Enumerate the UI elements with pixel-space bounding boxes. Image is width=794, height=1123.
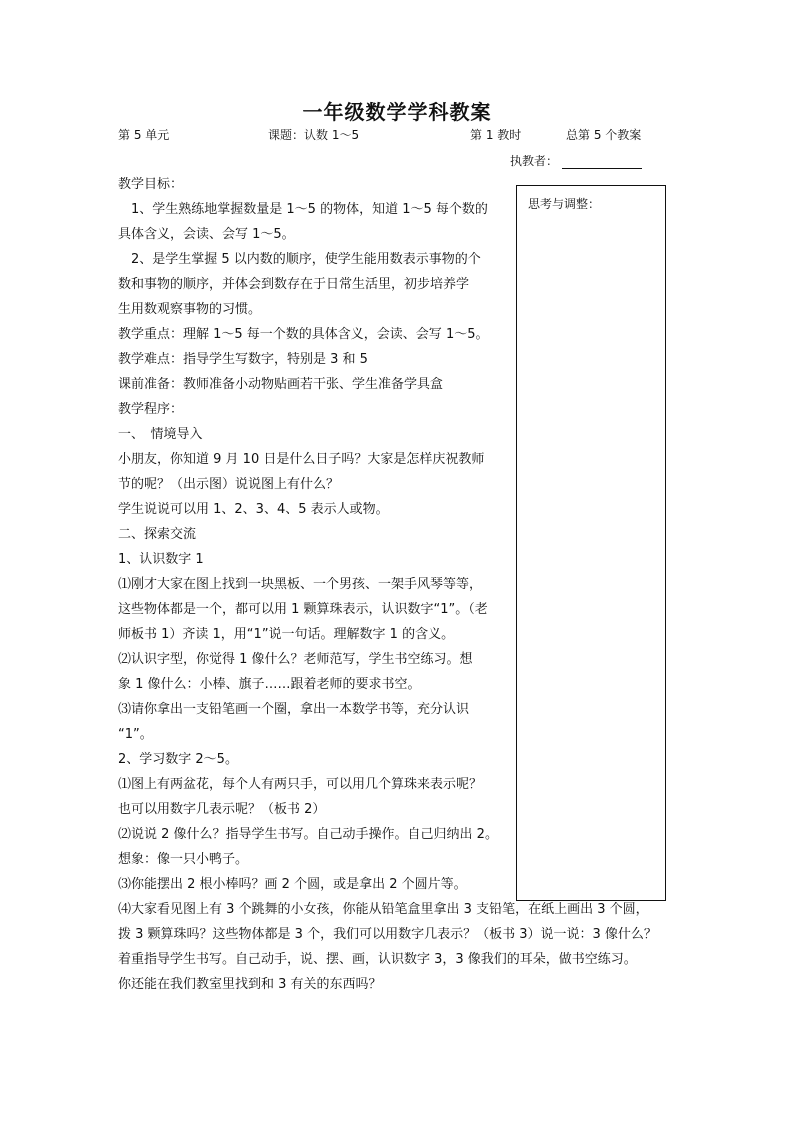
- body-line: 小朋友，你知道 9 月 10 日是什么日子吗？大家是怎样庆祝教师: [118, 452, 485, 467]
- body-line: 拨 3 颗算珠吗？这些物体都是 3 个，我们可以用数字几表示？（板书 3）说一说：3 像什么？: [118, 927, 657, 942]
- body-line: 1、学生熟练地掌握数量是 1～5 的物体，知道 1～5 每个数的: [118, 202, 488, 217]
- body-line: 教学目标：: [118, 177, 184, 192]
- body-line: 一、 情境导入: [118, 427, 203, 442]
- body-line: 也可以用数字几表示呢？（板书 2）: [118, 802, 326, 817]
- body-line: 这些物体都是一个，都可以用 1 颗算珠表示，认识数字“1”。（老: [118, 602, 488, 617]
- body-line: 象 1 像什么：小棒、旗子……跟着老师的要求书空。: [118, 677, 421, 692]
- body-line: 二、探索交流: [118, 527, 197, 542]
- body-line: 2、学习数字 2～5。: [118, 752, 238, 767]
- page-title: 一年级数学学科教案: [302, 100, 492, 124]
- body-line: 你还能在我们教室里找到和 3 有关的东西吗？: [118, 977, 382, 992]
- body-line: 师板书 1）齐读 1，用“1”说一句话。理解数字 1 的含义。: [118, 627, 455, 642]
- body-line: 教学重点：理解 1～5 每一个数的具体含义，会读、会写 1～5。: [118, 327, 489, 342]
- body-line: “1”。: [118, 727, 153, 742]
- body-line: 学生说说可以用 1、2、3、4、5 表示人或物。: [118, 502, 389, 517]
- body-line: 生用数观察事物的习惯。: [118, 302, 262, 317]
- teacher-label: 执教者：: [510, 154, 559, 168]
- teacher-field: [510, 152, 642, 169]
- body-line: 数和事物的顺序，并体会到数存在于日常生活里，初步培养学: [118, 277, 470, 292]
- body-line: 2、是学生掌握 5 以内数的顺序，使学生能用数表示事物的个: [118, 252, 481, 267]
- reflection-title: 思考与调整：: [528, 197, 601, 211]
- unit-label: 第 5 单元: [118, 128, 170, 142]
- body-line: 具体含义，会读、会写 1～5。: [118, 227, 295, 242]
- body-line: ⑴刚才大家在图上找到一块黑板、一个男孩、一架手风琴等等，: [118, 577, 483, 592]
- body-line: ⑵认识字型，你觉得 1 像什么？老师范写，学生书空练习。想: [118, 652, 473, 667]
- body-line: 着重指导学生书写。自己动手，说、摆、画，认识数字 3，3 像我们的耳朵，做书空练习。: [118, 952, 637, 967]
- body-line: 教学难点：指导学生写数字，特别是 3 和 5: [118, 352, 368, 367]
- body-line: ⑵说说 2 像什么？指导学生书写。自己动手操作。自己归纳出 2。: [118, 827, 498, 842]
- body-line: 课前准备：教师准备小动物贴画若干张、学生准备学具盒: [118, 377, 444, 392]
- teacher-blank-line[interactable]: [562, 154, 642, 169]
- body-line: ⑶请你拿出一支铅笔画一个圈，拿出一本数学书等，充分认识: [118, 702, 470, 717]
- body-line: 教学程序：: [118, 402, 184, 417]
- body-line: ⑶你能摆出 2 根小棒吗？画 2 个圆，或是拿出 2 个圆片等。: [118, 877, 467, 892]
- topic-label: 课题：认数 1～5: [268, 128, 360, 142]
- body-line: 1、认识数字 1: [118, 552, 204, 567]
- body-line: ⑴图上有两盆花，每个人有两只手，可以用几个算珠来表示呢？: [118, 777, 483, 792]
- period-label: 第 1 教时: [470, 128, 522, 142]
- total-lesson-label: 总第 5 个教案: [566, 128, 642, 142]
- reflection-box: [516, 185, 666, 901]
- body-line: ⑷大家看见图上有 3 个跳舞的小女孩，你能从铅笔盒里拿出 3 支铅笔，在纸上画出 3 个圆，: [118, 902, 649, 917]
- body-line: 想象：像一只小鸭子。: [118, 852, 249, 867]
- body-line: 节的呢？（出示图）说说图上有什么？: [118, 477, 340, 492]
